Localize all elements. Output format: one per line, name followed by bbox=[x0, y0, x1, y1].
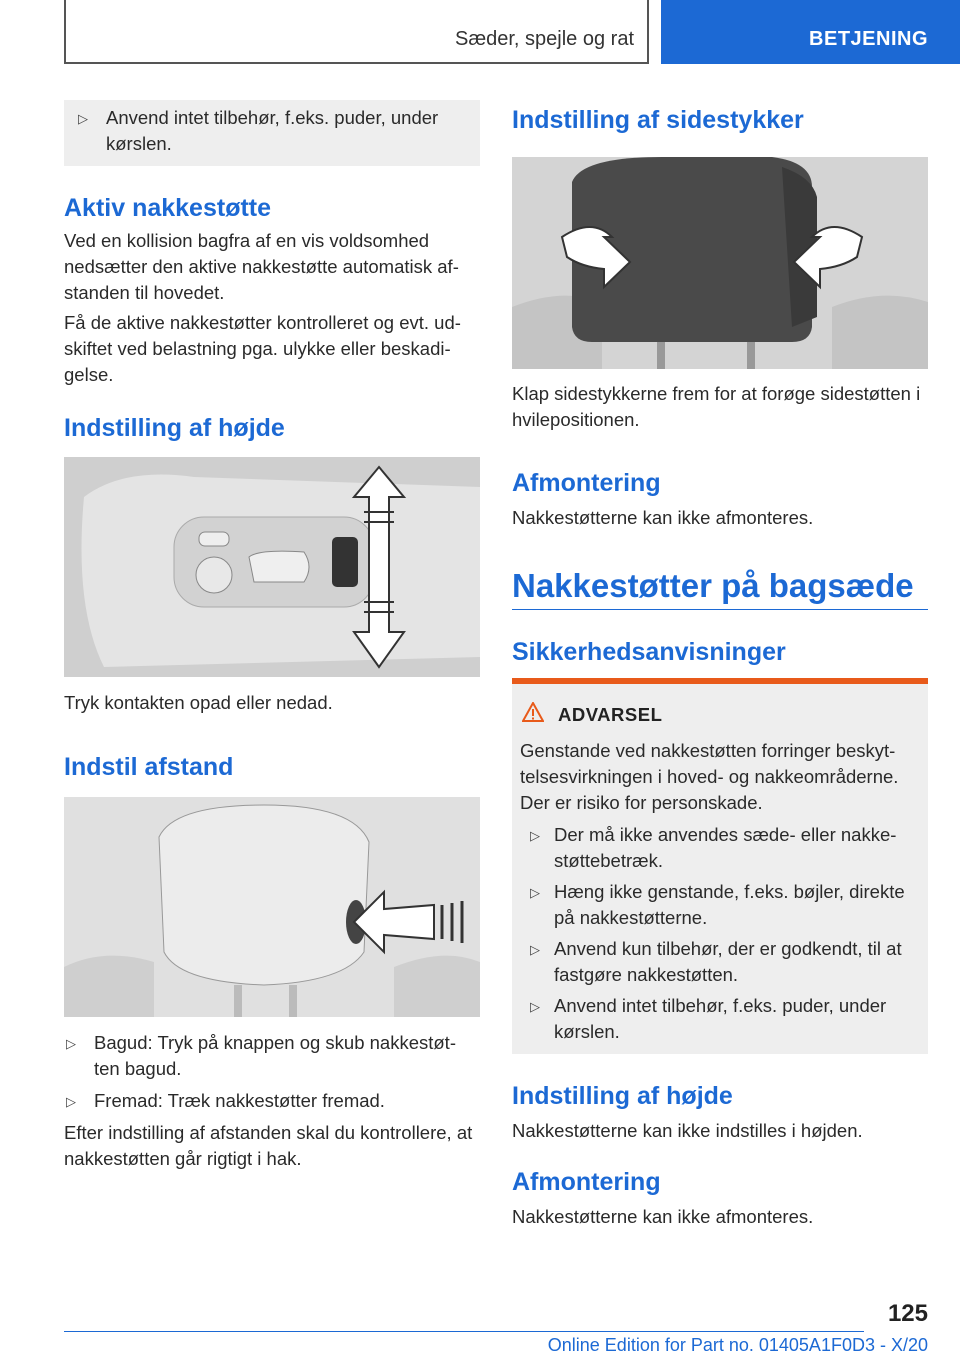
figure-caption: Tryk kontakten opad eller nedad. bbox=[64, 692, 333, 713]
warning-box bbox=[512, 678, 928, 1054]
warning-bar bbox=[512, 678, 928, 684]
section-title-distance: Indstil afstand bbox=[64, 753, 234, 781]
list-item: ▷ Hæng ikke genstande, f.eks. bøjler, direkte på nakkestøtterne. bbox=[530, 881, 905, 928]
title-underline bbox=[512, 609, 928, 610]
seat-switch-figure bbox=[64, 457, 480, 677]
distance-list bbox=[64, 1030, 480, 1114]
list-item: ▷ Anvend kun tilbehør, der er godkendt, til at fastgøre nakkestøtten. bbox=[530, 938, 902, 985]
left-column bbox=[64, 100, 480, 166]
triangle-right-outline-icon: ▷ bbox=[66, 1094, 76, 1109]
list-item: ▷ Anvend intet tilbehør, f.eks. puder, under kørslen. bbox=[530, 995, 887, 1042]
paragraph: Få de aktive nakkestøtter kontrolleret og evt. ud-skiftet ved belastning pga. ulykke eller beskadi-gelse. bbox=[64, 312, 461, 385]
warning-text: Genstande ved nakkestøtten forringer beskyt-telsesvirkningen i hoved- og nakkeområderne. Der er risiko for personskade. bbox=[520, 740, 899, 813]
side-wings-figure bbox=[512, 157, 928, 369]
triangle-right-outline-icon: ▷ bbox=[530, 885, 540, 900]
list-item: ▷ Der må ikke anvendes sæde- eller nakke-støttebetræk. bbox=[530, 824, 897, 871]
triangle-right-outline-icon: ▷ bbox=[66, 1036, 76, 1051]
section-title-rear-height: Indstilling af højde bbox=[512, 1082, 733, 1110]
list-item: ▷ Fremad: Træk nakkestøtter fremad. bbox=[64, 1088, 480, 1114]
section-title-removal: Afmontering bbox=[512, 469, 661, 497]
page-number: 125 bbox=[887, 1300, 928, 1327]
section-title-side: Indstilling af sidestykker bbox=[512, 106, 804, 134]
warning-list bbox=[520, 822, 924, 1045]
triangle-right-outline-icon: ▷ bbox=[78, 111, 88, 126]
triangle-right-outline-icon: ▷ bbox=[530, 999, 540, 1014]
paragraph: Nakkestøtterne kan ikke indstilles i højden. bbox=[512, 1120, 863, 1141]
warning-label: ADVARSEL bbox=[558, 704, 663, 725]
list-item: ▷ Anvend intet tilbehør, f.eks. puder, under kørslen. bbox=[78, 107, 439, 154]
paragraph: Efter indstilling af afstanden skal du kontrollere, at nakkestøtten går rigtigt i hak. bbox=[64, 1122, 473, 1169]
section-title-height: Indstilling af højde bbox=[64, 414, 285, 442]
header-chapter-label: BETJENING bbox=[809, 28, 928, 50]
section-title-safety: Sikkerhedsanvisninger bbox=[512, 638, 786, 666]
footer-divider bbox=[64, 1331, 864, 1332]
chapter-title-rear: Nakkestøtter på bagsæde bbox=[512, 567, 914, 604]
header-section-title: Sæder, spejle og rat bbox=[455, 28, 634, 50]
figure-caption: Klap sidestykkerne frem for at forøge sidestøtten i hvilepositionen. bbox=[512, 383, 921, 430]
triangle-right-outline-icon: ▷ bbox=[530, 942, 540, 957]
edition-link[interactable]: Online Edition for Part no. 01405A1F0D3 - X/20 bbox=[547, 1335, 928, 1355]
paragraph: Ved en kollision bagfra af en vis voldsomhed nedsætter den aktive nakkestøtte automatisk af-standen til hovedet. bbox=[64, 230, 459, 303]
section-title-active: Aktiv nakkestøtte bbox=[64, 194, 272, 222]
paragraph: Nakkestøtterne kan ikke afmonteres. bbox=[512, 1206, 814, 1227]
list-item: ▷ Bagud: Tryk på knappen og skub nakkestøt-ten bagud. bbox=[66, 1032, 456, 1079]
triangle-right-outline-icon: ▷ bbox=[530, 828, 540, 843]
section-title-rear-removal: Afmontering bbox=[512, 1168, 661, 1196]
headrest-distance-figure bbox=[64, 797, 480, 1017]
top-note-box bbox=[64, 100, 480, 166]
paragraph: Nakkestøtterne kan ikke afmonteres. bbox=[512, 507, 814, 528]
warning-triangle-icon bbox=[522, 702, 544, 727]
